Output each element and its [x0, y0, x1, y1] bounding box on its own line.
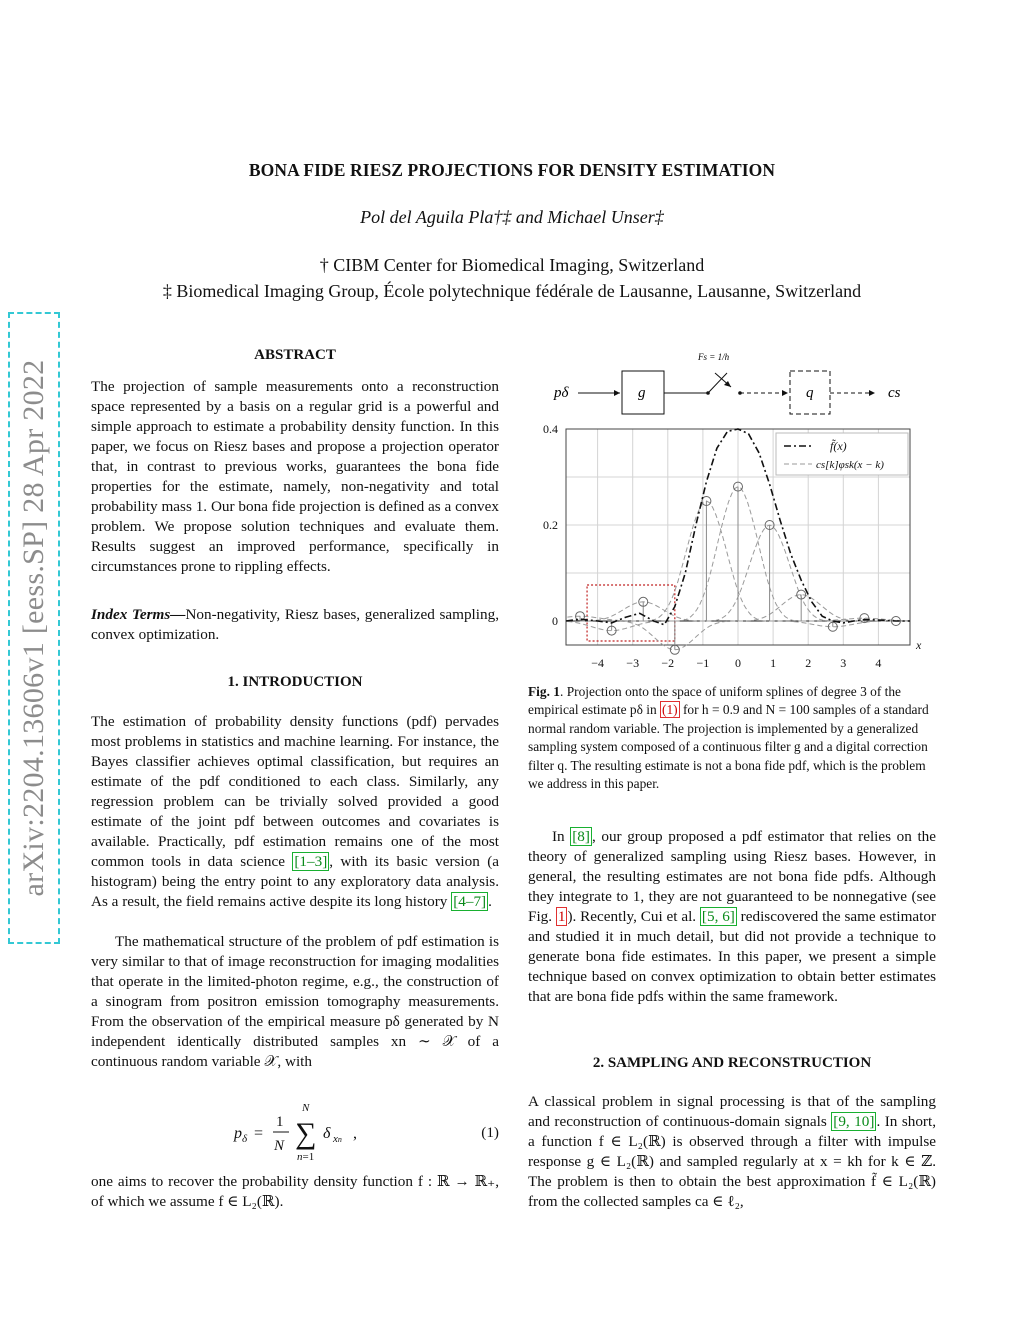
plot-area: [543, 422, 922, 670]
svg-text:N: N: [302, 1102, 310, 1114]
svg-text:1: 1: [276, 1114, 284, 1130]
y-tick-label: 0.2: [543, 518, 558, 532]
svg-text:n=1: n=1: [297, 1151, 315, 1163]
legend-label-estimate: f̃(x): [830, 439, 847, 453]
abstract-heading: ABSTRACT: [254, 347, 336, 363]
intro-p1-text-c: .: [488, 893, 492, 910]
citation-link[interactable]: [8]: [572, 828, 590, 845]
legend-label-component: cs[k]φsk(x − k): [816, 459, 884, 471]
intro-paragraph-1: [91, 712, 499, 912]
index-terms-label: Index Terms—: [91, 606, 186, 623]
intro-p4-text-d: rediscovered the same estimator and studied it in much detail, but did not provide a technique to generate bona fide estimates. In this paper, we present a simple technique based on convex optimization to obtain better estimates that are bona fide pdfs within the same framework.: [528, 908, 937, 1005]
citation-link[interactable]: [1–3]: [294, 853, 328, 870]
equation-1: [91, 1098, 499, 1164]
svg-text:∑: ∑: [295, 1117, 317, 1150]
affiliation-2: ‡ Biomedical Imaging Group, École polytechnique fédérale de Lausanne, Lausanne, Switzerland: [162, 281, 862, 301]
svg-text:δ: δ: [242, 1133, 248, 1145]
paper-title: BONA FIDE RIESZ PROJECTIONS FOR DENSITY ESTIMATION: [248, 160, 776, 180]
filter-q-label: q: [806, 385, 814, 401]
sampler-switch: [708, 373, 727, 393]
sec2-text-b: . In short, a function f ∈ L₂(ℝ) is observed through a filter with impulse response g ∈ L₂(ℝ) and sampled regularly at x = kh for k ∈ ℤ. The problem is then to obtain the best approximation f̃ ∈ L₂(ℝ) from the collected samples ca ∈ ℓ₂,: [528, 1113, 936, 1210]
block-output-label: cs: [888, 385, 901, 401]
svg-text:p: p: [234, 1125, 242, 1142]
y-tick-label: 0: [552, 614, 558, 628]
intro-p4-text-b: , our group proposed a pdf estimator that relies on the theory of generalized sampling using Riesz bases. However, in general, the resulting estimates are not bona fide pdfs. Although they integrate to 1, they are not guaranteed to be nonnegative (see Fig.: [528, 828, 936, 925]
x-tick-label: 2: [805, 656, 812, 670]
section-2-heading: 2. SAMPLING AND RECONSTRUCTION: [592, 1055, 872, 1071]
arrowhead: [869, 390, 875, 396]
figure-1: [528, 345, 948, 675]
filter-g-label: g: [638, 385, 646, 401]
equation-1-math: [91, 1098, 499, 1164]
equation-number: (1): [481, 1124, 499, 1141]
block-diagram: [553, 352, 901, 414]
svg-text:δ: δ: [323, 1125, 331, 1142]
svg-text:xn: xn: [333, 1133, 342, 1145]
x-tick-label: −2: [661, 656, 675, 670]
x-tick-label: 1: [770, 656, 777, 670]
intro-paragraph-4: [528, 827, 936, 1007]
caption-text-a: . Projection onto the space of uniform splines of degree 3 of the empirical estimate pδ in: [528, 684, 901, 718]
intro-paragraph-3: one aims to recover the probability density function f : ℝ → ℝ₊, of which we assume f ∈ L₂(ℝ).: [91, 1173, 499, 1210]
highlight-box: [587, 585, 675, 641]
x-tick-label: 3: [840, 656, 847, 670]
index-terms-text: Non-negativity, Riesz bases, generalized sampling, convex optimization.: [91, 606, 499, 643]
x-tick-label: −1: [696, 656, 710, 670]
figure-1-caption: [528, 683, 936, 793]
figure-ref-link[interactable]: 1: [557, 908, 566, 925]
svg-text:=: =: [254, 1125, 264, 1142]
abstract-text: The projection of sample measurements onto a reconstruction space represented by a basis on a regular grid is a powerful and simple approach to estimate a probability density function. In this paper, we focus on Riesz bases and propose a projection operator that, in contrast to previous works, guarantees the bona fide properties for the estimate, namely, non-negativity and total probability mass 1. Our bona fide projection is defined as a convex problem. We propose solution techniques and evaluate them. Results suggest an improved performance, specifically in circumstances prone to rippling effects.: [91, 378, 499, 575]
intro-p1-text-b: , with its basic version (a histogram) being the entry point to any exploratory data analysis. As a result, the field remains active despite its long history: [91, 853, 499, 910]
x-tick-label: 0: [735, 656, 741, 670]
switch-label: Fs = 1/h: [698, 352, 730, 362]
intro-p4-text-a: In: [552, 828, 571, 845]
block-input-label: pδ: [554, 385, 569, 401]
intro-p1-text-a: The estimation of probability density functions (pdf) pervades most problems in statistics and machine learning. For instance, the Bayes classifier achieves optimal classification, but requires an estimate of the pdf conditioned to each class. Similarly, any regression problem can be trivially solved provided a good estimate of the joint pdf between outcomes and covariates is available. Practically, pdf estimation remains one of the most common tools in data science: [91, 713, 499, 870]
svg-text:,: ,: [353, 1125, 357, 1142]
author-line: Pol del Aguila Pla†‡ and Michael Unser‡: [360, 207, 664, 227]
x-tick-label: 4: [875, 656, 882, 670]
arxiv-stamp-text: arXiv:2204.13606v1 [eess.SP] 28 Apr 2022: [17, 359, 50, 897]
equation-ref-link[interactable]: (1): [662, 702, 678, 718]
arxiv-stamp: [8, 312, 60, 944]
x-axis-label: x: [916, 638, 922, 652]
arrowhead: [614, 390, 620, 396]
svg-text:N: N: [274, 1138, 285, 1154]
sec2-text-a: A classical problem in signal processing is that of the sampling and reconstruction of continuous-domain signals: [528, 1093, 936, 1130]
caption-text-b: for h = 0.9 and N = 100 samples of a standard normal random variable. The projection is implemented by a generalized sampling system composed of a continuous filter g and a digital correction filter q. The resulting estimate is not a bona fide pdf, which is the problem we address in this paper.: [528, 702, 929, 792]
y-tick-label: 0.4: [543, 422, 558, 436]
caption-label: Fig. 1: [528, 684, 560, 699]
section-2-paragraph: [528, 1092, 936, 1212]
citation-link[interactable]: [9, 10]: [833, 1113, 875, 1130]
intro-heading: 1. INTRODUCTION: [227, 674, 363, 690]
figure-1-graphic: [528, 345, 948, 675]
arrowhead: [782, 390, 788, 396]
switch-node: [706, 391, 710, 395]
x-tick-label: −3: [626, 656, 640, 670]
citation-link[interactable]: [4–7]: [453, 893, 487, 910]
affiliation-1: † CIBM Center for Biomedical Imaging, Switzerland: [319, 255, 705, 275]
intro-paragraph-2: The mathematical structure of the problem of pdf estimation is very similar to that of image reconstruction for imaging modalities that operate in the limited-photon regime, e.g., the construction of a sinogram from positron emission tomography measurements. From the observation of the empirical measure pδ generated by N independent identically distributed samples xn ∼ 𝒳 of a continuous random variable 𝒳, with: [91, 933, 499, 1070]
index-terms: [91, 605, 499, 645]
intro-p4-text-c: ). Recently, Cui et al.: [567, 908, 700, 925]
citation-link[interactable]: [5, 6]: [701, 908, 735, 925]
x-tick-label: −4: [591, 656, 604, 670]
